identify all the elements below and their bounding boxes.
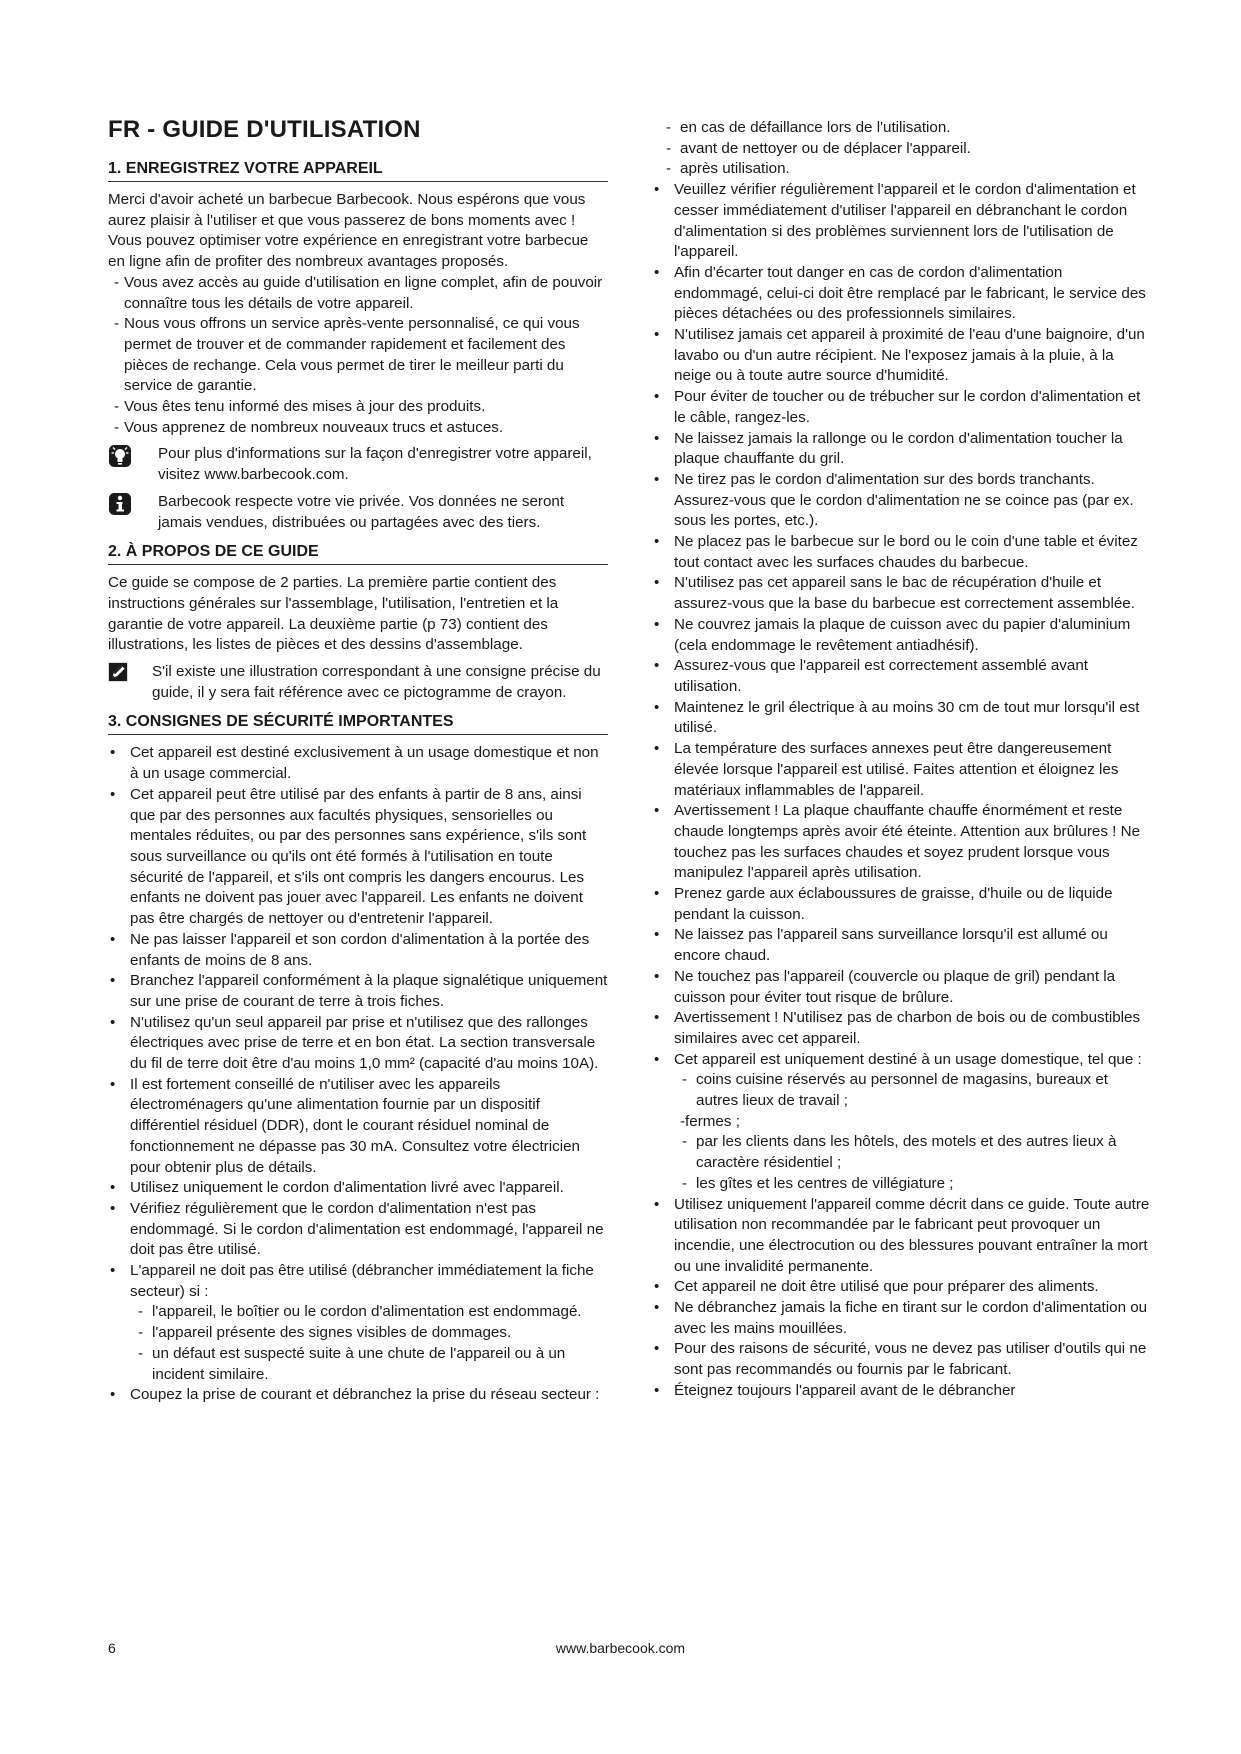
list-item: - Vous apprenez de nombreux nouveaux trucs et astuces. (108, 418, 608, 439)
list-item: • Ne débranchez jamais la fiche en tirant sur le cordon d'alimentation ou avec les mains mouillées. (652, 1298, 1152, 1339)
sub-list-item: - un défaut est suspecté suite à une chute de l'appareil ou à un incident similaire. (136, 1344, 608, 1385)
sub-list-item: - les gîtes et les centres de villégiature ; (680, 1174, 1152, 1195)
list-item: • Pour éviter de toucher ou de trébucher sur le cordon d'alimentation et le câble, rangez-les. (652, 387, 1152, 428)
pencil-note-text: S'il existe une illustration correspondant à une consigne précise du guide, il y sera fait référence avec ce pictogramme de crayon. (152, 663, 601, 701)
list-item: • Utilisez uniquement l'appareil comme décrit dans ce guide. Toute autre utilisation non recommandée par le fabricant peut provoquer un incendie, une électrocution ou des blessures pouvant entraîner la mort ou une invalidité permanente. (652, 1195, 1152, 1278)
pencil-icon (108, 662, 128, 682)
safety-list-left (108, 743, 608, 1406)
list-item: • La température des surfaces annexes peut être dangereusement élevée lorsque l'appareil est utilisé. Faites attention et éloignez les matériaux inflammables de l'appareil. (652, 739, 1152, 801)
sub-list-item: - l'appareil, le boîtier ou le cordon d'alimentation est endommagé. (136, 1302, 608, 1323)
list-item: • Ne tirez pas le cordon d'alimentation sur des bords tranchants. Assurez-vous que le cordon d'alimentation ne se coince pas (par ex. sous les portes, etc.). (652, 470, 1152, 532)
footer-url: www.barbecook.com (555, 1640, 686, 1656)
list-item: • Cet appareil ne doit être utilisé que pour préparer des aliments. (652, 1277, 1152, 1298)
list-item: - Vous avez accès au guide d'utilisation en ligne complet, afin de pouvoir connaître tous les détails de votre appareil. (108, 273, 608, 314)
list-item: • Ne placez pas le barbecue sur le bord ou le coin d'une table et évitez tout contact avec les surfaces chaudes du barbecue. (652, 532, 1152, 573)
pencil-note (108, 662, 608, 703)
list-item: • Pour des raisons de sécurité, vous ne devez pas utiliser d'outils qui ne sont pas recommandés ou fournis par le fabricant. (652, 1339, 1152, 1380)
list-item: • Vérifiez régulièrement que le cordon d'alimentation n'est pas endommagé. Si le cordon d'alimentation est endommagé, l'appareil ne doit pas être utilisé. (108, 1199, 608, 1261)
section1-heading: 1. ENREGISTREZ VOTRE APPAREIL (108, 160, 608, 182)
sub-list-item: - par les clients dans les hôtels, des motels et des autres lieux à caractère résidentiel ; (680, 1132, 1152, 1173)
list-item: • N'utilisez jamais cet appareil à proximité de l'eau d'une baignoire, d'un lavabo ou d'un autre récipient. Ne l'exposez jamais à la pluie, à la neige ou à toute autre source d'humidité. (652, 325, 1152, 387)
sub-list-item: - l'appareil présente des signes visibles de dommages. (136, 1323, 608, 1344)
list-item: • Il est fortement conseillé de n'utiliser avec les appareils électroménagers qu'une alimentation fournie par un dispositif différentiel résiduel (DDR), dont le courant résiduel nominal de fonctionnement ne dépasse pas 30 mA. Consultez votre électricien pour obtenir plus de détails. (108, 1075, 608, 1179)
list-item: • Éteignez toujours l'appareil avant de le débrancher (652, 1381, 1152, 1402)
sub-list-item: - en cas de défaillance lors de l'utilisation. (664, 118, 1152, 139)
tip-note-text: Pour plus d'informations sur la façon d'enregistrer votre appareil, visitez www.barbecook.com. (158, 445, 592, 484)
list-item: • Cet appareil peut être utilisé par des enfants à partir de 8 ans, ainsi que par des personnes aux facultés physiques, sensorielles ou mentales réduites, ou par des personnes sans expérience, s'ils sont sous surveillance ou qu'ils ont été formés à l'utilisation en toute sécurité de l'appareil, et s'ils ont compris les dangers encourus. Les enfants ne doivent pas jouer avec l'appareil. Les enfants ne doivent pas être chargés de nettoyer ou d'entretenir l'appareil. (108, 785, 608, 930)
page-number: 6 (108, 1640, 116, 1656)
section2-heading: 2. À PROPOS DE CE GUIDE (108, 543, 608, 565)
sub-list (130, 1302, 608, 1385)
sub-list-item: -fermes ; (680, 1112, 740, 1130)
list-item: • Veuillez vérifier régulièrement l'appareil et le cordon d'alimentation et cesser immédiatement d'utiliser l'appareil en débranchant le cordon d'alimentation si des problèmes surviennent lors de l'utilisation de l'appareil. (652, 180, 1152, 263)
tip-note (108, 444, 608, 485)
sub-list-item: - coins cuisine réservés au personnel de magasins, bureaux et autres lieux de travail ; (680, 1070, 1152, 1111)
safety-list-right (652, 180, 1152, 1401)
list-item: • Ne pas laisser l'appareil et son cordon d'alimentation à la portée des enfants de moins de 8 ans. (108, 930, 608, 971)
list-item (108, 1261, 608, 1385)
list-item: • Afin d'écarter tout danger en cas de cordon d'alimentation endommagé, celui-ci doit être remplacé par le fabricant, le service des pièces détachées ou des professionnels similaires. (652, 263, 1152, 325)
privacy-note-text: Barbecook respecte votre vie privée. Vos données ne seront jamais vendues, distribuées ou partagées avec des tiers. (158, 492, 565, 531)
sub-list (674, 1070, 1152, 1194)
list-item: - Vous êtes tenu informé des mises à jour des produits. (108, 397, 608, 418)
list-item: • N'utilisez pas cet appareil sans le bac de récupération d'huile et assurez-vous que la base du barbecue est correctement assemblée. (652, 573, 1152, 614)
list-item: • Prenez garde aux éclaboussures de graisse, d'huile ou de liquide pendant la cuisson. (652, 884, 1152, 925)
list-item: • Ne touchez pas l'appareil (couvercle ou plaque de gril) pendant la cuisson pour éviter tout risque de brûlure. (652, 967, 1152, 1008)
lightbulb-icon (108, 444, 132, 468)
list-item: • Branchez l'appareil conformément à la plaque signalétique uniquement sur une prise de courant de terre à trois fiches. (108, 971, 608, 1012)
list-item: • Assurez-vous que l'appareil est correctement assemblé avant utilisation. (652, 656, 1152, 697)
list-item-text: Cet appareil est uniquement destiné à un usage domestique, tel que : (674, 1050, 1142, 1068)
list-item: • Avertissement ! N'utilisez pas de charbon de bois ou de combustibles similaires avec cet appareil. (652, 1008, 1152, 1049)
info-icon (108, 492, 132, 516)
list-item (652, 1050, 1152, 1195)
unplug-sub-list (652, 118, 1152, 180)
list-item: • Ne laissez pas l'appareil sans surveillance lorsqu'il est allumé ou encore chaud. (652, 925, 1152, 966)
right-column (652, 118, 1152, 1402)
sub-list-item: - avant de nettoyer ou de déplacer l'appareil. (664, 139, 1152, 160)
list-item (108, 1385, 608, 1406)
section2-text: Ce guide se compose de 2 parties. La première partie contient des instructions générales sur l'assemblage, l'utilisation, l'entretien et la garantie de votre appareil. La deuxième partie (p 73) contient des illustrations, les listes de pièces et des dessins d'assemblage. (108, 574, 559, 654)
left-column (108, 112, 608, 1406)
list-item: • Utilisez uniquement le cordon d'alimentation livré avec l'appareil. (108, 1178, 608, 1199)
section1-intro: Merci d'avoir acheté un barbecue Barbecook. Nous espérons que vous aurez plaisir à l'utiliser et que vous passerez de bons moments avec ! Vous pouvez optimiser votre expérience en enregistrant votre barbecue en ligne afin de profiter des nombreux avantages proposés. (108, 191, 589, 271)
list-item: • Cet appareil est destiné exclusivement à un usage domestique et non à un usage commercial. (108, 743, 608, 784)
list-item: • N'utilisez qu'un seul appareil par prise et n'utilisez que des rallonges électriques avec prise de terre et en bon état. La section transversale du fil de terre doit être d'au moins 1,0 mm² (capacité d'au moins 10A). (108, 1013, 608, 1075)
section3-heading: 3. CONSIGNES DE SÉCURITÉ IMPORTANTES (108, 713, 608, 735)
list-item: • Avertissement ! La plaque chauffante chauffe énormément et reste chaude longtemps après avoir été éteinte. Attention aux brûlures ! Ne touchez pas les surfaces chaudes et soyez prudent lorsque vous manipulez l'appareil après utilisation. (652, 801, 1152, 884)
list-item: • Ne couvrez jamais la plaque de cuisson avec du papier d'aluminium (cela endommage le revêtement antiadhésif). (652, 615, 1152, 656)
list-item: • Maintenez le gril électrique à au moins 30 cm de tout mur lorsqu'il est utilisé. (652, 698, 1152, 739)
page-title: FR - GUIDE D'UTILISATION (108, 116, 421, 143)
list-item-text: L'appareil ne doit pas être utilisé (débrancher immédiatement la fiche secteur) si : (130, 1262, 594, 1300)
list-item: • Ne laissez jamais la rallonge ou le cordon d'alimentation toucher la plaque chauffante du gril. (652, 429, 1152, 470)
list-item: - Nous vous offrons un service après-vente personnalisé, ce qui vous permet de trouver et de commander rapidement et facilement des pièces de rechange. Cela vous permet de tirer le meilleur parti du service de garantie. (108, 314, 608, 397)
list-item-text: Coupez la prise de courant et débranchez la prise du réseau secteur : (130, 1386, 600, 1404)
sub-list-item: - après utilisation. (664, 159, 1152, 180)
privacy-note (108, 492, 608, 533)
section1-benefits-list (108, 273, 608, 439)
